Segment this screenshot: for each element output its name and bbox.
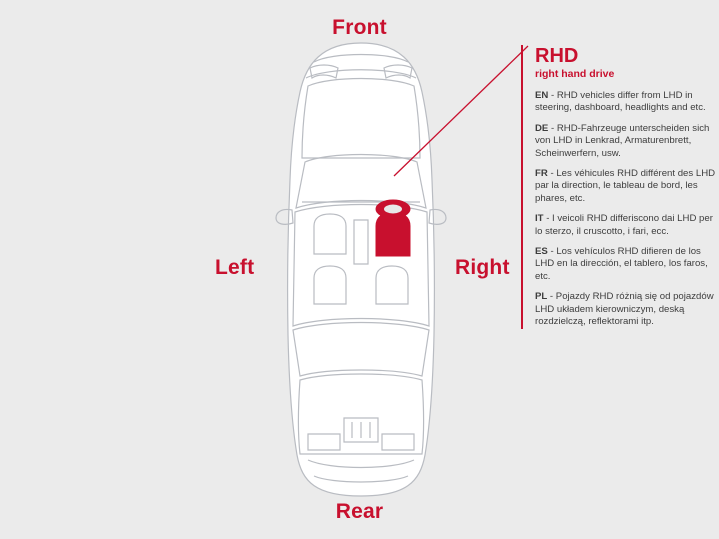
- description-text: - Les véhicules RHD différent des LHD par la direction, le tableau de bord, les phares, etc.: [535, 168, 716, 204]
- language-code-label: DE: [535, 122, 549, 134]
- rhd-highlight-group: [376, 200, 410, 256]
- callout-description-de: [535, 123, 719, 160]
- description-text: - RHD vehicles differ from LHD in steering, dashboard, headlights and etc.: [535, 90, 706, 114]
- callout-description-es: [535, 246, 719, 283]
- callout-description-pl: [535, 291, 719, 328]
- language-code-label: ES: [535, 246, 548, 258]
- orientation-label-rear: Rear: [335, 500, 384, 523]
- language-code-label: PL: [535, 291, 548, 303]
- car-top-view-illustration: [248, 40, 474, 500]
- callout-description-fr: [535, 168, 719, 205]
- orientation-label-front: Front: [332, 16, 387, 39]
- callout-description-list: [535, 90, 719, 329]
- description-text: - RHD-Fahrzeuge unterscheiden sich von LHD in Lenkrad, Armaturenbrett, Scheinwerfern, usw.: [535, 122, 710, 159]
- language-code-label: FR: [535, 168, 548, 180]
- description-text: - Los vehículos RHD difieren de los LHD en la dirección, el tablero, los faros, etc.: [535, 246, 708, 282]
- language-code-label: EN: [535, 90, 549, 101]
- description-text: - Pojazdy RHD różnią się od pojazdów LHD układem kierowniczym, deską rozdzielczą, reflektorami itp.: [535, 291, 714, 328]
- description-text: - I veicoli RHD differiscono dai LHD per lo sterzo, il cruscotto, i fari, ecc.: [535, 213, 713, 237]
- orientation-label-right: Right: [455, 256, 510, 279]
- callout-description-it: [535, 213, 719, 238]
- callout-title: RHD: [535, 45, 579, 67]
- orientation-label-left: Left: [215, 256, 255, 279]
- callout-description-en: [535, 90, 719, 115]
- language-code-label: IT: [535, 213, 544, 225]
- rhd-callout-panel: [521, 45, 719, 329]
- callout-subtitle: right hand drive: [535, 68, 615, 80]
